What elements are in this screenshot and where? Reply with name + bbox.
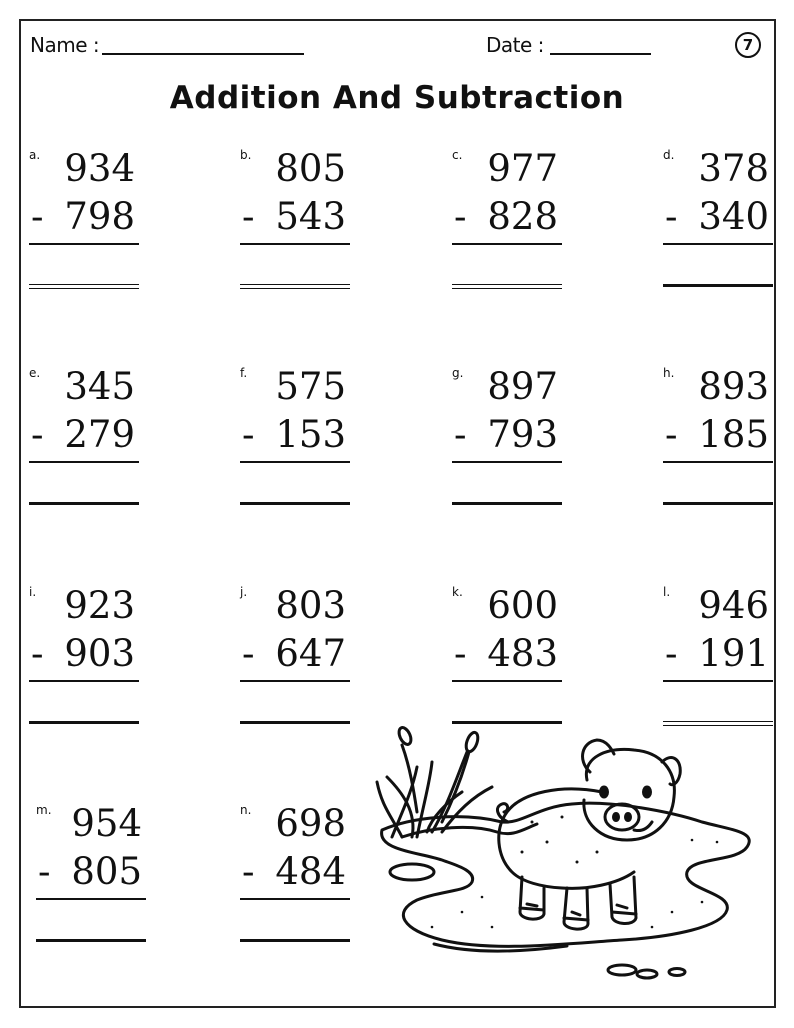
problem-b — [240, 148, 350, 298]
subtrahend: 191 — [698, 632, 769, 675]
problem-letter: f. — [240, 366, 248, 380]
problem-letter: n. — [240, 803, 252, 817]
sum-rule — [240, 898, 350, 900]
minuend: 698 — [275, 802, 346, 845]
pig-in-mud-puddle-icon — [372, 712, 772, 997]
sum-rule — [663, 461, 773, 463]
operator: - — [242, 413, 255, 456]
problem-i — [29, 585, 139, 735]
problem-a — [29, 148, 139, 298]
answer-line[interactable] — [240, 502, 350, 505]
problem-letter: e. — [29, 366, 41, 380]
answer-line[interactable] — [240, 284, 350, 289]
subtrahend: 279 — [64, 413, 135, 456]
sum-rule — [452, 461, 562, 463]
operator: - — [454, 413, 467, 456]
sum-rule — [452, 680, 562, 682]
subtrahend: 805 — [71, 850, 142, 893]
problem-letter: a. — [29, 148, 41, 162]
sum-rule — [240, 461, 350, 463]
problem-m — [36, 803, 146, 953]
minuend: 575 — [275, 365, 346, 408]
answer-line[interactable] — [29, 721, 139, 724]
operator: - — [31, 632, 44, 675]
problem-f — [240, 366, 350, 516]
subtrahend: 793 — [487, 413, 558, 456]
name-label: Name : — [30, 33, 100, 57]
answer-line[interactable] — [240, 939, 350, 942]
answer-line[interactable] — [36, 939, 146, 942]
name-field[interactable] — [102, 53, 304, 55]
subtrahend: 340 — [698, 195, 769, 238]
sum-rule — [36, 898, 146, 900]
minuend: 954 — [71, 802, 142, 845]
subtrahend: 153 — [275, 413, 346, 456]
answer-line[interactable] — [29, 284, 139, 289]
problem-g — [452, 366, 562, 516]
subtrahend: 484 — [275, 850, 346, 893]
minuend: 934 — [64, 147, 135, 190]
problem-letter: h. — [663, 366, 675, 380]
operator: - — [38, 850, 51, 893]
operator: - — [665, 632, 678, 675]
page-title: Addition And Subtraction — [169, 80, 625, 116]
problem-n — [240, 803, 350, 953]
minuend: 897 — [487, 365, 558, 408]
sum-rule — [663, 243, 773, 245]
date-label: Date : — [486, 33, 544, 57]
subtrahend: 647 — [275, 632, 346, 675]
subtrahend: 798 — [64, 195, 135, 238]
date-field[interactable] — [550, 53, 651, 55]
problem-letter: m. — [36, 803, 52, 817]
subtrahend: 185 — [698, 413, 769, 456]
operator: - — [454, 195, 467, 238]
sum-rule — [240, 680, 350, 682]
minuend: 977 — [487, 147, 558, 190]
subtrahend: 543 — [275, 195, 346, 238]
problem-letter: b. — [240, 148, 252, 162]
problem-d — [663, 148, 773, 298]
minuend: 893 — [698, 365, 769, 408]
problem-letter: l. — [663, 585, 671, 599]
sum-rule — [240, 243, 350, 245]
minuend: 946 — [698, 584, 769, 627]
problem-letter: d. — [663, 148, 675, 162]
answer-line[interactable] — [452, 502, 562, 505]
answer-line[interactable] — [240, 721, 350, 724]
operator: - — [665, 195, 678, 238]
page-number-badge: 7 — [735, 32, 761, 58]
minuend: 600 — [487, 584, 558, 627]
problem-letter: k. — [452, 585, 463, 599]
problem-e — [29, 366, 139, 516]
problem-letter: g. — [452, 366, 464, 380]
operator: - — [242, 195, 255, 238]
sum-rule — [29, 243, 139, 245]
operator: - — [31, 413, 44, 456]
operator: - — [454, 632, 467, 675]
problem-c — [452, 148, 562, 298]
problem-letter: c. — [452, 148, 463, 162]
problem-letter: i. — [29, 585, 37, 599]
sum-rule — [29, 461, 139, 463]
subtrahend: 483 — [487, 632, 558, 675]
minuend: 378 — [698, 147, 769, 190]
minuend: 345 — [64, 365, 135, 408]
subtrahend: 828 — [487, 195, 558, 238]
minuend: 923 — [64, 584, 135, 627]
operator: - — [665, 413, 678, 456]
answer-line[interactable] — [452, 284, 562, 289]
subtrahend: 903 — [64, 632, 135, 675]
operator: - — [242, 850, 255, 893]
sum-rule — [29, 680, 139, 682]
answer-line[interactable] — [663, 284, 773, 287]
problem-h — [663, 366, 773, 516]
problem-j — [240, 585, 350, 735]
sum-rule — [663, 680, 773, 682]
operator: - — [31, 195, 44, 238]
sum-rule — [452, 243, 562, 245]
operator: - — [242, 632, 255, 675]
answer-line[interactable] — [29, 502, 139, 505]
answer-line[interactable] — [663, 502, 773, 505]
problem-letter: j. — [240, 585, 248, 599]
minuend: 805 — [275, 147, 346, 190]
minuend: 803 — [275, 584, 346, 627]
